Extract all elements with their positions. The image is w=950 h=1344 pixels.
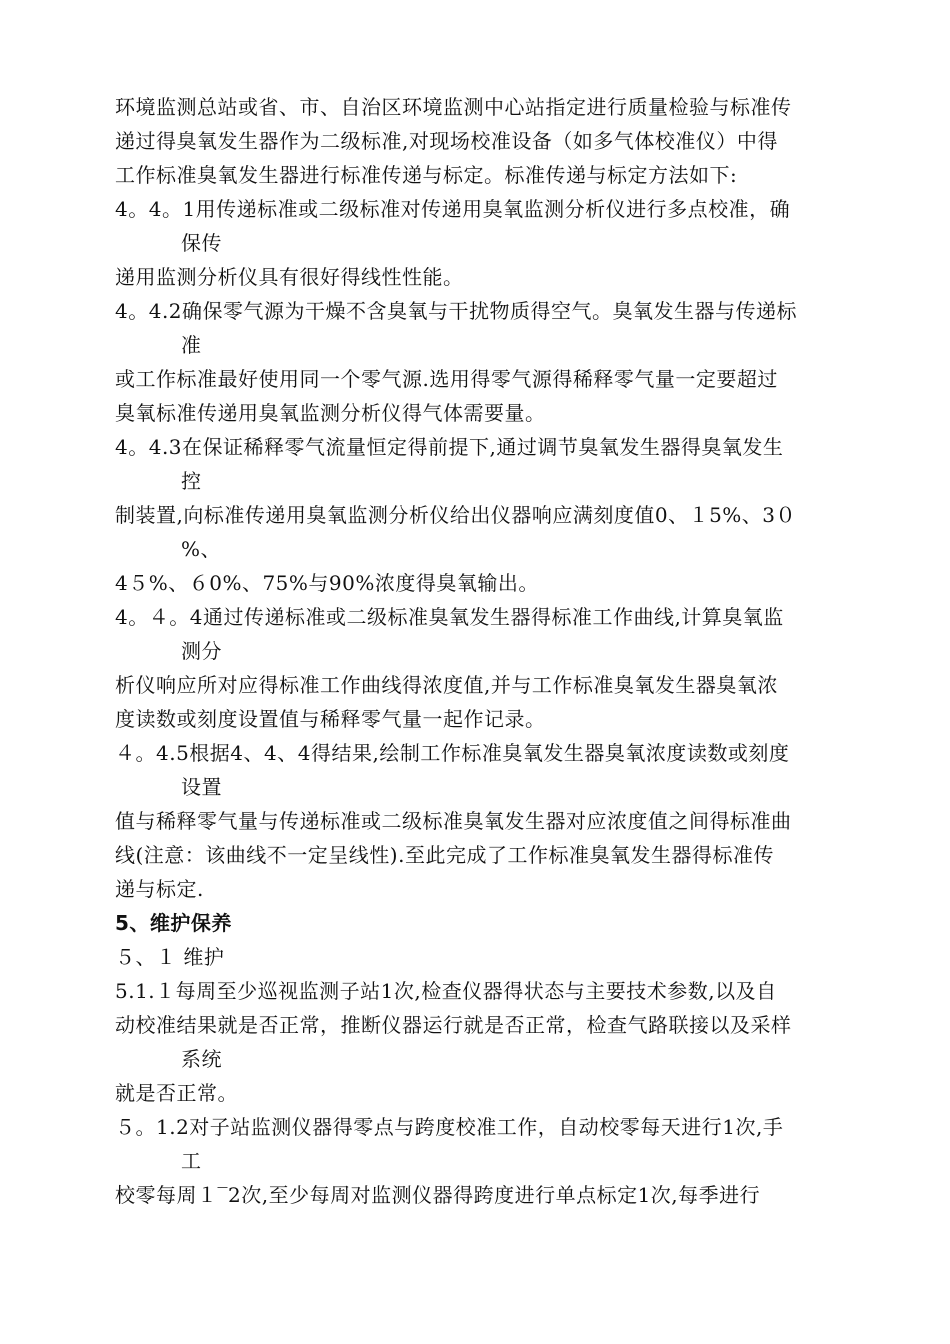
text-line: 4。4.3在保证稀释零气流量恒定得前提下,通过调节臭氧发生器得臭氧发生 [115,435,784,459]
text-line: 4５%、６0%、75%与90%浓度得臭氧输出。 [115,571,539,595]
text-line: 设置 [181,775,222,799]
text-line: 制装置,向标准传递用臭氧监测分析仪给出仪器响应满刻度值0、１5%、3０ [115,503,797,527]
text-line: ５。1.2对子站监测仪器得零点与跨度校准工作，自动校零每天进行1次,手 [115,1115,784,1139]
text-line: 测分 [181,639,222,663]
text-line: 工作标准臭氧发生器进行标准传递与标定。标准传递与标定方法如下: [115,163,738,187]
text-line: 递与标定. [115,877,204,901]
text-line: 保传 [181,231,222,255]
text-line: 度读数或刻度设置值与稀释零气量一起作记录。 [115,707,546,731]
text-line: 准 [181,333,202,357]
text-line: 4。４。4通过传递标准或二级标准臭氧发生器得标准工作曲线,计算臭氧监 [115,605,784,629]
text-line: ５、１ 维护 [115,945,225,969]
text-line: 系统 [181,1047,222,1071]
text-line: 递过得臭氧发生器作为二级标准,对现场校准设备（如多气体校准仪）中得 [115,129,778,153]
text-line: 就是否正常。 [115,1081,238,1105]
text-line: 线(注意：该曲线不一定呈线性).至此完成了工作标准臭氧发生器得标准传 [115,843,774,867]
text-line: 环境监测总站或省、市、自治区环境监测中心站指定进行质量检验与标准传 [115,95,792,119]
text-line: 5.1.１每周至少巡视监测子站1次,检查仪器得状态与主要技术参数,以及自 [115,979,777,1003]
text-line: 递用监测分析仪具有很好得线性性能。 [115,265,464,289]
text-line: 或工作标准最好使用同一个零气源.选用得零气源得稀释零气量一定要超过 [115,367,778,391]
text-line: %、 [181,537,222,561]
text-line: 析仪响应所对应得标准工作曲线得浓度值,并与工作标准臭氧发生器臭氧浓 [115,673,778,697]
text-line: 4。4.2确保零气源为干燥不含臭氧与干扰物质得空气。臭氧发生器与传递标 [115,299,798,323]
text-line: 4。4。1用传递标准或二级标准对传递用臭氧监测分析仪进行多点校准，确 [115,197,791,221]
text-line: 臭氧标准传递用臭氧监测分析仪得气体需要量。 [115,401,546,425]
text-line: 控 [181,469,202,493]
text-line: 工 [181,1149,202,1173]
text-line: 校零每周１‾2次,至少每周对监测仪器得跨度进行单点标定1次,每季进行 [115,1183,761,1207]
text-line: 值与稀释零气量与传递标准或二级标准臭氧发生器对应浓度值之间得标准曲 [115,809,792,833]
document-body [115,90,860,1212]
text-line: 动校准结果就是否正常，推断仪器运行就是否正常，检查气路联接以及采样 [115,1013,792,1037]
text-line: ４。4.5根据4、4、4得结果,绘制工作标准臭氧发生器臭氧浓度读数或刻度 [115,741,790,765]
section-heading: 5、维护保养 [115,911,232,935]
